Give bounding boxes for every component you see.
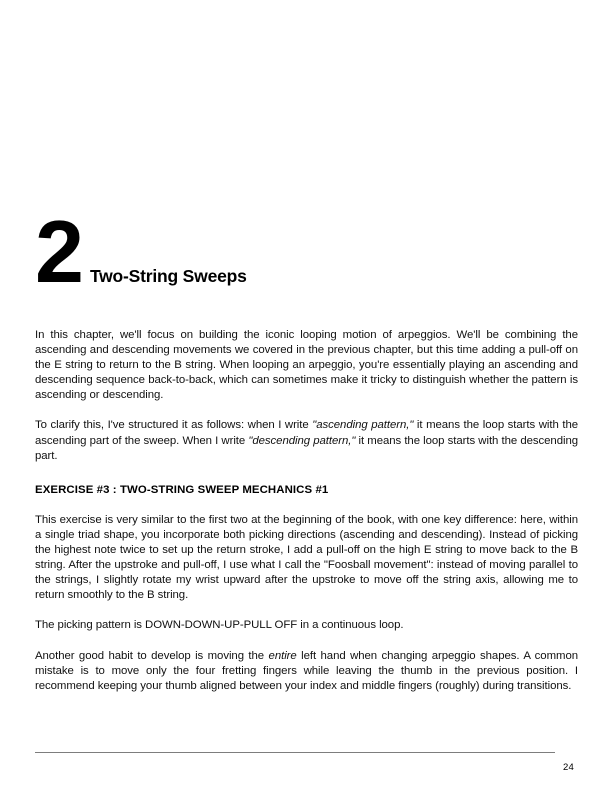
habit-tail-text: left hand when changing arpeggio shapes. A common mistake is to move only the four fretting fingers while leaving the thumb in the previous position. I recommend keeping your thumb aligned between your index and middle fingers (roughly) during transitions. bbox=[35, 649, 578, 692]
chapter-title: Two-String Sweeps bbox=[89, 266, 247, 286]
descending-pattern-term: "descending pattern," bbox=[248, 434, 356, 447]
page-number: 24 bbox=[563, 762, 574, 773]
body-content bbox=[35, 328, 578, 694]
entire-emphasis: entire bbox=[268, 649, 297, 662]
footer-divider bbox=[35, 752, 555, 753]
habit-lead-text: Another good habit to develop is moving the bbox=[35, 649, 269, 662]
exercise-heading: EXERCISE #3 : TWO-STRING SWEEP MECHANICS #1 bbox=[35, 483, 329, 496]
paragraph-habit bbox=[35, 649, 578, 694]
paragraph-intro: In this chapter, we'll focus on building the iconic looping motion of arpeggios. We'll be combining the ascending and descending movements we covered in the previous chapter, but this time adding a pull-off on the E string to return to the B string. When looping an arpeggio, you're essentially playing an ascending and descending sequence back-to-back, which can sometimes make it tricky to distinguish whether the pattern is ascending or descending. bbox=[35, 329, 578, 402]
page-footer bbox=[0, 752, 613, 792]
clarify-mid-text: it means the loop starts with the ascending part of the sweep. When I write bbox=[35, 419, 578, 447]
chapter-heading bbox=[35, 202, 247, 301]
clarify-lead-text: To clarify this, I've structured it as follows: when I write bbox=[35, 419, 313, 432]
clarify-tail-text: it means the loop starts with the descending part. bbox=[35, 434, 578, 462]
paragraph-picking-pattern: The picking pattern is DOWN-DOWN-UP-PULL OFF in a continuous loop. bbox=[35, 619, 404, 632]
paragraph-clarify bbox=[35, 418, 578, 463]
paragraph-exercise-body: This exercise is very similar to the first two at the beginning of the book, with one key difference: here, within a single triad shape, you incorporate both picking directions (ascending and descending). Instead of picking the highest note twice to set up the return stroke, I add a pull-off on the high E string to move back to the B string. After the upstroke and pull-off, I use what I call the "Foosball movement": instead of moving parallel to the strings, I slightly rotate my wrist upward after the upstroke to move off the string axis, allowing me to return smoothly to the B string. bbox=[35, 513, 578, 602]
ascending-pattern-term: "ascending pattern," bbox=[312, 419, 414, 432]
chapter-number: 2 bbox=[35, 202, 81, 301]
